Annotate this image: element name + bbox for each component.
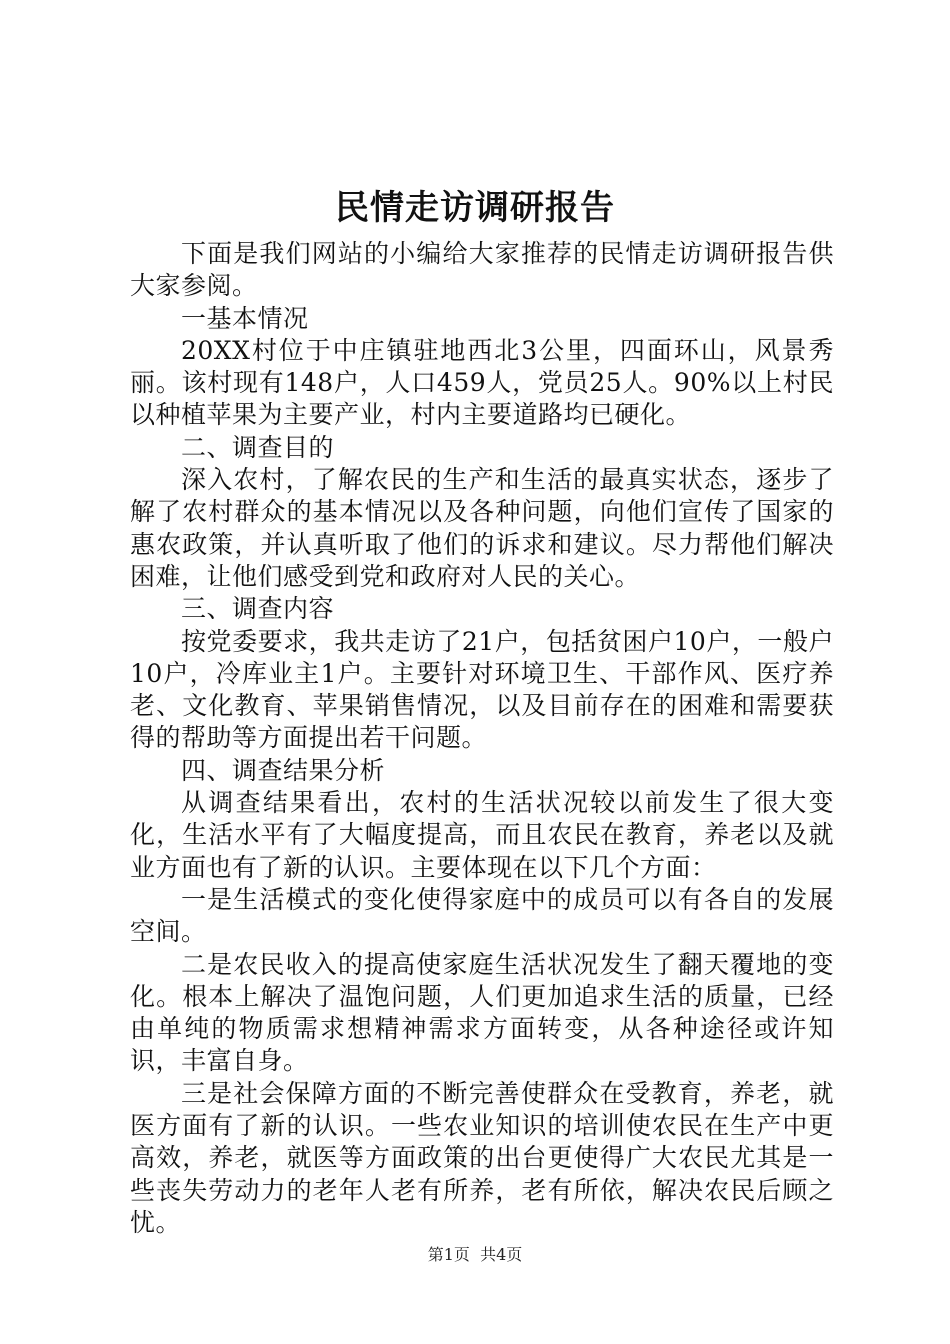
document-body [130, 238, 834, 1239]
paragraph-point-one: 一是生活模式的变化使得家庭中的成员可以有各自的发展空间。 [130, 884, 834, 947]
paragraph-point-two: 二是农民收入的提高使家庭生活状况发生了翻天覆地的变化。根本上解决了温饱问题，人们更加追求生活的质量，已经由单纯的物质需求想精神需求方面转变，从各种途径或许知识，丰富自身。 [130, 949, 834, 1076]
intro-paragraph: 下面是我们网站的小编给大家推荐的民情走访调研报告供大家参阅。 [130, 239, 834, 301]
paragraph-analysis: 从调查结果看出，农村的生活状况较以前发生了很大变化，生活水平有了大幅度提高，而且农民在教育，养老以及就业方面也有了新的认识。主要体现在以下几个方面： [130, 788, 834, 882]
page-number-footer: 第1页 共4页 [427, 1245, 523, 1264]
paragraph-content: 按党委要求，我共走访了21户，包括贫困户10户，一般户10户，冷库业主1户。主要针对环境卫生、干部作风、医疗养老、文化教育、苹果销售情况，以及目前存在的困难和需要获得的帮助等方面提出若干问题。 [130, 626, 834, 753]
paragraph-point-three: 三是社会保障方面的不断完善使群众在受教育，养老，就医方面有了新的认识。一些农业知识的培训使农民在生产中更高效，养老，就医等方面政策的出台更使得广大农民尤其是一些丧失劳动力的老年人老有所养，老有所依，解决农民后顾之忧。 [130, 1078, 834, 1237]
paragraph-basic-info: 20XX村位于中庄镇驻地西北3公里，四面环山，风景秀丽。该村现有148户，人口459人，党员25人。90%以上村民以种植苹果为主要产业，村内主要道路均已硬化。 [130, 335, 834, 430]
document-title: 民情走访调研报告 [335, 188, 615, 228]
section-heading-purpose: 二、调查目的 [181, 432, 335, 462]
paragraph-purpose: 深入农村，了解农民的生产和生活的最真实状态，逐步了解了农村群众的基本情况以及各种问题，向他们宣传了国家的惠农政策，并认真听取了他们的诉求和建议。尽力帮他们解决困难，让他们感受到党和政府对人民的关心。 [130, 465, 834, 591]
section-heading-analysis: 四、调查结果分析 [181, 755, 386, 785]
section-heading-content: 三、调查内容 [181, 594, 335, 624]
section-heading-basic-info: 一基本情况 [181, 303, 309, 333]
